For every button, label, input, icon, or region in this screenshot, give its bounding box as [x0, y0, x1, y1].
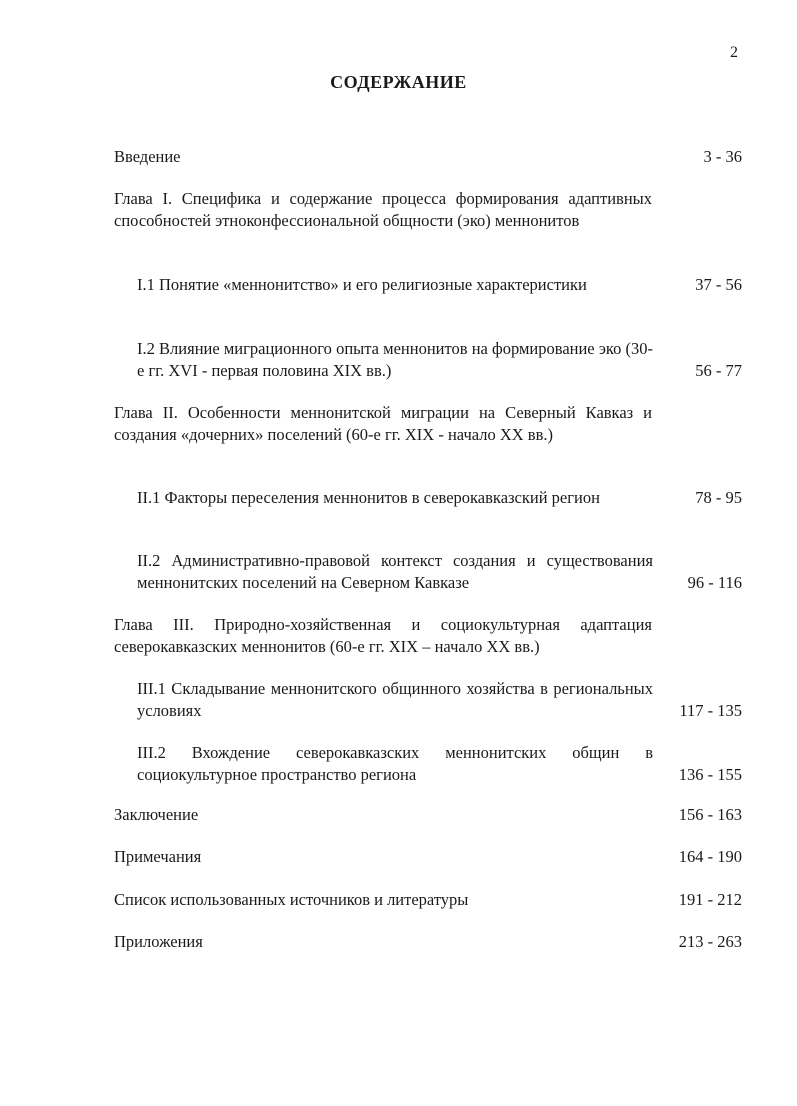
toc-entry-pages: 164 - 190	[678, 847, 742, 866]
toc-chapter-1	[114, 188, 652, 232]
toc-entry-pages: 78 - 95	[695, 488, 742, 507]
toc-entry-text: Глава II. Особенности меннонитской миграции на Северный Кавказ и создания «дочерних» поселений (60-е гг. XIX - начало XX вв.)	[114, 403, 652, 444]
toc-section-1-1	[137, 274, 742, 296]
toc-entry-text: III.1 Складывание меннонитского общинного хозяйства в региональных условиях	[137, 679, 653, 720]
page-number: 2	[730, 44, 738, 61]
page-title: СОДЕРЖАНИЕ	[330, 72, 467, 92]
toc-chapter-3	[114, 614, 652, 658]
toc-section-3-1	[137, 678, 742, 722]
toc-entry-text: I.1 Понятие «меннонитство» и его религиозные характеристики	[137, 275, 587, 294]
toc-entry-conclusion	[114, 804, 742, 826]
toc-entry-text: I.2 Влияние миграционного опыта меннонитов на формирование эко (30-е гг. XVI - первая половина XIX вв.)	[137, 339, 653, 380]
toc-entry-pages: 37 - 56	[695, 275, 742, 294]
toc-section-1-2	[137, 338, 742, 382]
toc-entry-pages: 213 - 263	[678, 932, 742, 951]
toc-section-3-2	[137, 742, 742, 786]
toc-entry-pages: 56 - 77	[695, 361, 742, 380]
toc-entry-intro	[114, 146, 742, 168]
toc-section-2-1	[137, 487, 742, 509]
toc-entry-text: Введение	[114, 147, 181, 166]
toc-entry-pages: 96 - 116	[687, 573, 742, 592]
toc-entry-pages: 117 - 135	[679, 701, 742, 720]
toc-chapter-2	[114, 402, 652, 446]
toc-entry-notes	[114, 846, 742, 868]
toc-entry-pages: 3 - 36	[703, 147, 742, 166]
toc-entry-text: III.2 Вхождение северокавказских меннонитских общин в социокультурное пространство региона	[137, 743, 653, 784]
toc-entry-pages: 156 - 163	[678, 805, 742, 824]
toc-entry-text: Примечания	[114, 847, 202, 866]
toc-entry-pages: 191 - 212	[678, 890, 742, 909]
toc-entry-text: Глава III. Природно-хозяйственная и социокультурная адаптация северокавказских меннонитов (60-е гг. XIX – начало XX вв.)	[114, 615, 652, 656]
toc-entry-text: Список использованных источников и литературы	[114, 890, 469, 909]
toc-entry-appendices	[114, 931, 742, 953]
toc-entry-text: II.1 Факторы переселения меннонитов в северокавказский регион	[137, 488, 600, 507]
toc-entry-text: Приложения	[114, 932, 203, 951]
toc-entry-text: Заключение	[114, 805, 199, 824]
toc-entry-text: II.2 Административно-правовой контекст создания и существования меннонитских поселений на Северном Кавказе	[137, 551, 653, 592]
toc-entry-pages: 136 - 155	[678, 765, 742, 784]
toc-section-2-2	[137, 550, 742, 594]
toc-entry-bibliography	[114, 889, 742, 911]
toc-entry-text: Глава I. Специфика и содержание процесса формирования адаптивных способностей этноконфессиональной общности (эко) меннонитов	[114, 189, 652, 230]
